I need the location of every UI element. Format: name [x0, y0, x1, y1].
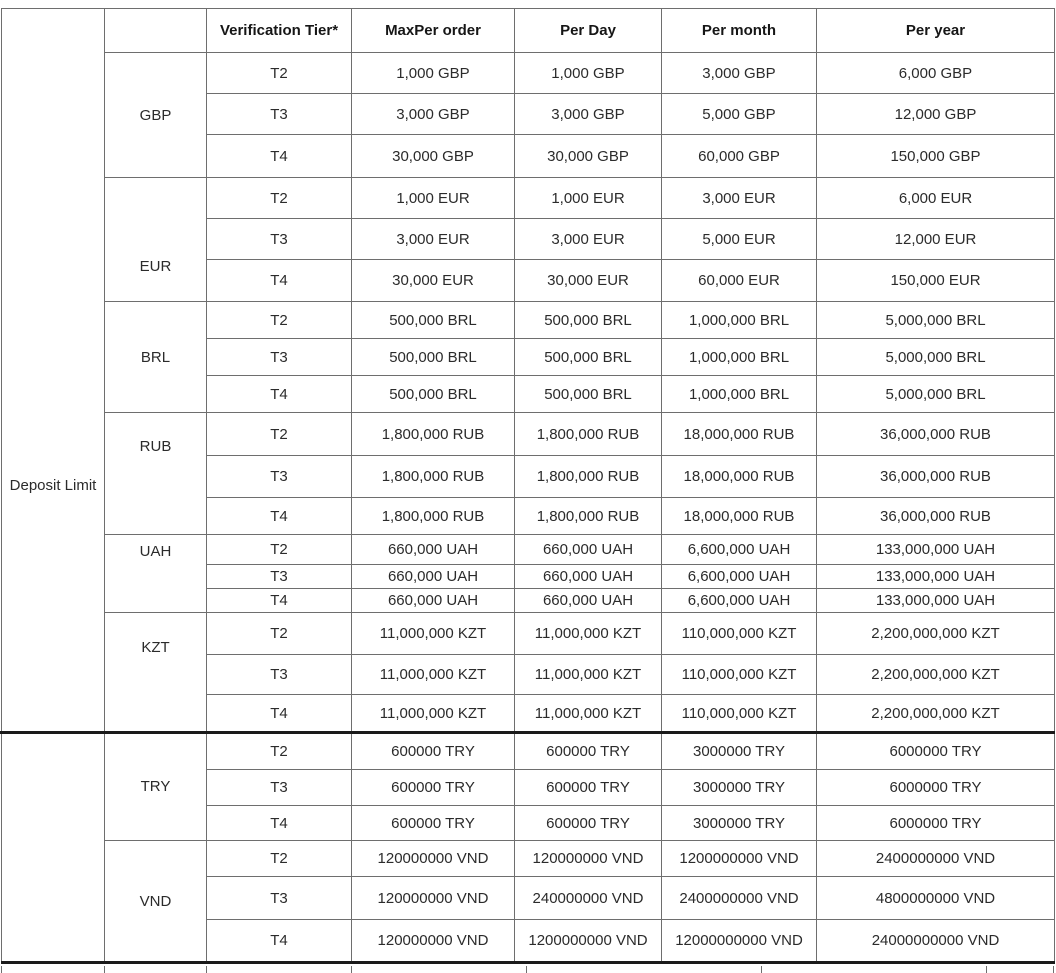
col-header-verification-tier: Verification Tier* [207, 9, 352, 53]
limit-value-cell: 2,200,000,000 KZT [817, 613, 1055, 655]
limit-row [2, 535, 1055, 565]
limit-value-cell: 12,000 EUR [817, 219, 1055, 260]
column-border-stub [351, 966, 352, 973]
limit-value-cell: 3000000 TRY [662, 733, 817, 770]
limit-value-cell: 1,800,000 RUB [352, 456, 515, 498]
limit-value-cell: 133,000,000 UAH [817, 535, 1055, 565]
tier-cell: T3 [207, 339, 352, 376]
tier-cell: T3 [207, 877, 352, 920]
limit-value-cell: 18,000,000 RUB [662, 498, 817, 535]
currency-label-rub: RUB [105, 413, 207, 535]
tier-cell: T4 [207, 806, 352, 841]
limit-value-cell: 6,000 GBP [817, 53, 1055, 94]
empty-header-cell [105, 9, 207, 53]
limit-value-cell: 24000000000 VND [817, 920, 1055, 963]
tier-cell: T2 [207, 841, 352, 877]
limit-value-cell: 1200000000 VND [662, 841, 817, 877]
limit-value-cell: 3,000 EUR [515, 219, 662, 260]
limit-row [2, 733, 1055, 770]
column-border-stub [1053, 966, 1054, 973]
limit-value-cell: 1,800,000 RUB [515, 413, 662, 456]
column-border-stub [104, 966, 105, 973]
limit-value-cell: 5,000,000 BRL [817, 302, 1055, 339]
limit-value-cell: 5,000,000 BRL [817, 376, 1055, 413]
limit-value-cell: 5,000 EUR [662, 219, 817, 260]
tier-cell: T2 [207, 413, 352, 456]
column-border-stub [206, 966, 207, 973]
limit-value-cell: 110,000,000 KZT [662, 695, 817, 733]
limit-value-cell: 1,800,000 RUB [352, 498, 515, 535]
limit-value-cell: 3,000 GBP [515, 94, 662, 135]
limit-value-cell: 600000 TRY [515, 806, 662, 841]
limit-value-cell: 6,000 EUR [817, 178, 1055, 219]
limit-value-cell: 2,200,000,000 KZT [817, 695, 1055, 733]
limit-value-cell: 133,000,000 UAH [817, 565, 1055, 589]
limit-value-cell: 3,000 EUR [352, 219, 515, 260]
limit-value-cell: 12000000000 VND [662, 920, 817, 963]
limit-value-cell: 1,000 EUR [515, 178, 662, 219]
limit-value-cell: 6,600,000 UAH [662, 535, 817, 565]
limit-value-cell: 6,600,000 UAH [662, 589, 817, 613]
tier-cell: T2 [207, 53, 352, 94]
limit-value-cell: 1,000 EUR [352, 178, 515, 219]
limit-value-cell: 60,000 GBP [662, 135, 817, 178]
limit-value-cell: 133,000,000 UAH [817, 589, 1055, 613]
table-body [2, 9, 1055, 963]
col-header-max-per-order: MaxPer order [352, 9, 515, 53]
limit-value-cell: 36,000,000 RUB [817, 413, 1055, 456]
next-table-partial-row [1, 965, 1055, 973]
col-header-per-day: Per Day [515, 9, 662, 53]
header-row [2, 9, 1055, 53]
column-border-stub [986, 966, 987, 973]
limit-value-cell: 3,000 GBP [662, 53, 817, 94]
currency-label-gbp: GBP [105, 53, 207, 178]
limit-value-cell: 110,000,000 KZT [662, 613, 817, 655]
limit-value-cell: 11,000,000 KZT [352, 655, 515, 695]
tier-cell: T2 [207, 535, 352, 565]
deposit-limits-table [1, 8, 1055, 964]
limit-value-cell: 30,000 GBP [352, 135, 515, 178]
tier-cell: T4 [207, 498, 352, 535]
limit-row [2, 613, 1055, 655]
section-divider-line [0, 731, 1055, 734]
limit-value-cell: 500,000 BRL [515, 339, 662, 376]
currency-label-uah: UAH [105, 535, 207, 613]
limit-value-cell: 150,000 EUR [817, 260, 1055, 302]
limit-value-cell: 1,000 GBP [515, 53, 662, 94]
column-border-stub [761, 966, 762, 973]
limit-value-cell: 660,000 UAH [515, 589, 662, 613]
currency-label-try: TRY [105, 733, 207, 841]
limit-value-cell: 5,000 GBP [662, 94, 817, 135]
tier-cell: T4 [207, 260, 352, 302]
limit-value-cell: 240000000 VND [515, 877, 662, 920]
limit-value-cell: 1,000,000 BRL [662, 339, 817, 376]
limit-value-cell: 1200000000 VND [515, 920, 662, 963]
limit-value-cell: 18,000,000 RUB [662, 456, 817, 498]
limit-value-cell: 11,000,000 KZT [352, 695, 515, 733]
col-header-per-month: Per month [662, 9, 817, 53]
limit-value-cell: 1,000,000 BRL [662, 302, 817, 339]
limit-value-cell: 2,200,000,000 KZT [817, 655, 1055, 695]
currency-label-eur: EUR [105, 178, 207, 302]
limit-value-cell: 6000000 TRY [817, 770, 1055, 806]
limit-value-cell: 30,000 GBP [515, 135, 662, 178]
limit-value-cell: 6000000 TRY [817, 806, 1055, 841]
limit-value-cell: 660,000 UAH [352, 589, 515, 613]
limit-value-cell: 30,000 EUR [352, 260, 515, 302]
limit-value-cell: 500,000 BRL [352, 376, 515, 413]
tier-cell: T3 [207, 219, 352, 260]
limit-value-cell: 120000000 VND [515, 841, 662, 877]
limit-row [2, 413, 1055, 456]
limit-value-cell: 1,800,000 RUB [515, 456, 662, 498]
limit-value-cell: 11,000,000 KZT [515, 655, 662, 695]
limit-value-cell: 11,000,000 KZT [352, 613, 515, 655]
tier-cell: T4 [207, 376, 352, 413]
limit-row [2, 841, 1055, 877]
column-border-stub [526, 966, 527, 973]
limit-value-cell: 110,000,000 KZT [662, 655, 817, 695]
limit-value-cell: 600000 TRY [352, 733, 515, 770]
limit-value-cell: 120000000 VND [352, 877, 515, 920]
limit-value-cell: 660,000 UAH [515, 535, 662, 565]
limit-value-cell: 120000000 VND [352, 920, 515, 963]
currency-label-brl: BRL [105, 302, 207, 413]
limit-value-cell: 11,000,000 KZT [515, 613, 662, 655]
tier-cell: T3 [207, 456, 352, 498]
tier-cell: T3 [207, 655, 352, 695]
limit-value-cell: 1,000,000 BRL [662, 376, 817, 413]
limit-value-cell: 1,800,000 RUB [352, 413, 515, 456]
limit-value-cell: 600000 TRY [515, 770, 662, 806]
limit-value-cell: 30,000 EUR [515, 260, 662, 302]
tier-cell: T4 [207, 920, 352, 963]
limit-value-cell: 500,000 BRL [515, 302, 662, 339]
limit-value-cell: 1,800,000 RUB [515, 498, 662, 535]
limit-value-cell: 18,000,000 RUB [662, 413, 817, 456]
column-border-stub [1, 966, 2, 973]
limit-value-cell: 6000000 TRY [817, 733, 1055, 770]
tier-cell: T4 [207, 589, 352, 613]
tier-cell: T2 [207, 613, 352, 655]
tier-cell: T2 [207, 733, 352, 770]
tier-cell: T4 [207, 135, 352, 178]
currency-label-kzt: KZT [105, 613, 207, 733]
limit-value-cell: 600000 TRY [352, 806, 515, 841]
limit-value-cell: 600000 TRY [352, 770, 515, 806]
limit-row [2, 53, 1055, 94]
tier-cell: T3 [207, 770, 352, 806]
limit-value-cell: 3,000 GBP [352, 94, 515, 135]
limit-value-cell: 2400000000 VND [817, 841, 1055, 877]
tier-cell: T2 [207, 178, 352, 219]
limit-value-cell: 5,000,000 BRL [817, 339, 1055, 376]
limit-value-cell: 11,000,000 KZT [515, 695, 662, 733]
limit-row [2, 178, 1055, 219]
deposit-limit-label: Deposit Limit [2, 9, 105, 963]
tier-cell: T4 [207, 695, 352, 733]
limit-value-cell: 600000 TRY [515, 733, 662, 770]
limit-value-cell: 36,000,000 RUB [817, 498, 1055, 535]
limit-value-cell: 4800000000 VND [817, 877, 1055, 920]
limit-value-cell: 3000000 TRY [662, 806, 817, 841]
limit-value-cell: 500,000 BRL [352, 339, 515, 376]
limit-value-cell: 660,000 UAH [352, 565, 515, 589]
limit-value-cell: 120000000 VND [352, 841, 515, 877]
limit-value-cell: 6,600,000 UAH [662, 565, 817, 589]
tier-cell: T3 [207, 565, 352, 589]
tier-cell: T2 [207, 302, 352, 339]
limit-value-cell: 60,000 EUR [662, 260, 817, 302]
tier-cell: T3 [207, 94, 352, 135]
limit-row [2, 302, 1055, 339]
limit-value-cell: 3,000 EUR [662, 178, 817, 219]
limit-value-cell: 500,000 BRL [515, 376, 662, 413]
limit-value-cell: 660,000 UAH [352, 535, 515, 565]
col-header-per-year: Per year [817, 9, 1055, 53]
limit-value-cell: 12,000 GBP [817, 94, 1055, 135]
limit-value-cell: 36,000,000 RUB [817, 456, 1055, 498]
limit-value-cell: 150,000 GBP [817, 135, 1055, 178]
limit-value-cell: 660,000 UAH [515, 565, 662, 589]
limit-value-cell: 1,000 GBP [352, 53, 515, 94]
limit-value-cell: 3000000 TRY [662, 770, 817, 806]
limit-value-cell: 2400000000 VND [662, 877, 817, 920]
currency-label-vnd: VND [105, 841, 207, 963]
limit-value-cell: 500,000 BRL [352, 302, 515, 339]
